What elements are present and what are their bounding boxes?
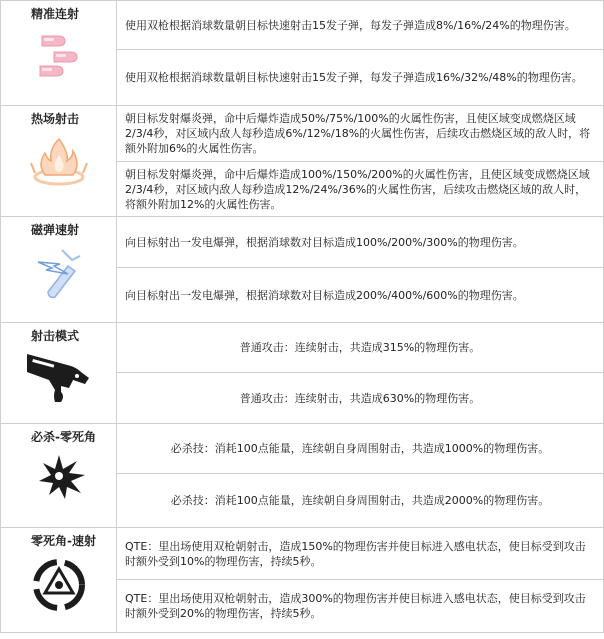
table-row [1,424,604,474]
table-row [1,217,604,268]
skill-desc: 使用双枪根据消球数量朝目标快速射击15发子弹，每发子弹造成8%/16%/24%的物理伤害。 [117,1,604,50]
burst-icon [31,451,87,501]
skill-name: 零死角-速射 [31,534,96,548]
skill-name-cell [1,424,117,528]
fire-icon [29,133,89,189]
skill-desc: 普通攻击：连续射击，共造成630%的物理伤害。 [117,373,604,424]
skill-desc: 朝目标发射爆炎弹，命中后爆炸造成50%/75%/100%的火属性伤害，且使区域变成燃烧区域2/3/4秒，对区域内敌人每秒造成6%/12%/18%的火属性伤害，后续攻击燃烧区域的敌人时，将额外附加6%的火属性伤害。 [117,106,604,162]
skill-name-cell [1,528,117,633]
table-row [1,1,604,50]
skill-desc: 向目标射出一发电爆弹，根据消球数对目标造成100%/200%/300%的物理伤害。 [117,217,604,268]
skill-name-cell [1,1,117,106]
skill-desc: QTE：里出场使用双枪朝射击，造成300%的物理伤害并使目标进入感电状态，使目标受到攻击时额外受到20%的物理伤害，持续5秒。 [117,580,604,633]
skill-name-cell [1,106,117,217]
skill-name: 精准连射 [31,7,80,21]
table-row [1,528,604,580]
skill-name: 磁弹速射 [31,223,80,237]
skill-desc: 必杀技：消耗100点能量，连续朝自身周围射击，共造成2000%的物理伤害。 [117,474,604,528]
gun-icon [25,350,93,408]
skill-name: 热场射击 [31,112,80,126]
skill-desc: QTE：里出场使用双枪朝射击，造成150%的物理伤害并使目标进入感电状态，使目标受到攻击时额外受到10%的物理伤害，持续5秒。 [117,528,604,580]
electric-bullet-icon [32,244,86,300]
skill-name: 射击模式 [31,329,80,343]
skill-desc: 普通攻击：连续射击，共造成315%的物理伤害。 [117,323,604,373]
skill-desc: 必杀技：消耗100点能量，连续朝自身周围射击，共造成1000%的物理伤害。 [117,424,604,474]
skill-name-cell [1,323,117,424]
skill-desc: 向目标射出一发电爆弹，根据消球数对目标造成200%/400%/600%的物理伤害。 [117,268,604,323]
skill-desc: 使用双枪根据消球数量朝目标快速射击15发子弹，每发子弹造成16%/32%/48%的物理伤害。 [117,50,604,106]
table-row [1,106,604,162]
skill-name: 必杀-零死角 [31,430,96,444]
skill-name-cell [1,217,117,323]
target-ring-icon [28,555,90,613]
skill-desc: 朝目标发射爆炎弹，命中后爆炸造成100%/150%/200%的火属性伤害，且使区域变成燃烧区域2/3/4秒，对区域内敌人每秒造成12%/24%/36%的火属性伤害，后续攻击燃烧区域的敌人时，将额外附加12%的火属性伤害。 [117,162,604,217]
table-row [1,323,604,373]
bullets-icon [32,28,86,78]
